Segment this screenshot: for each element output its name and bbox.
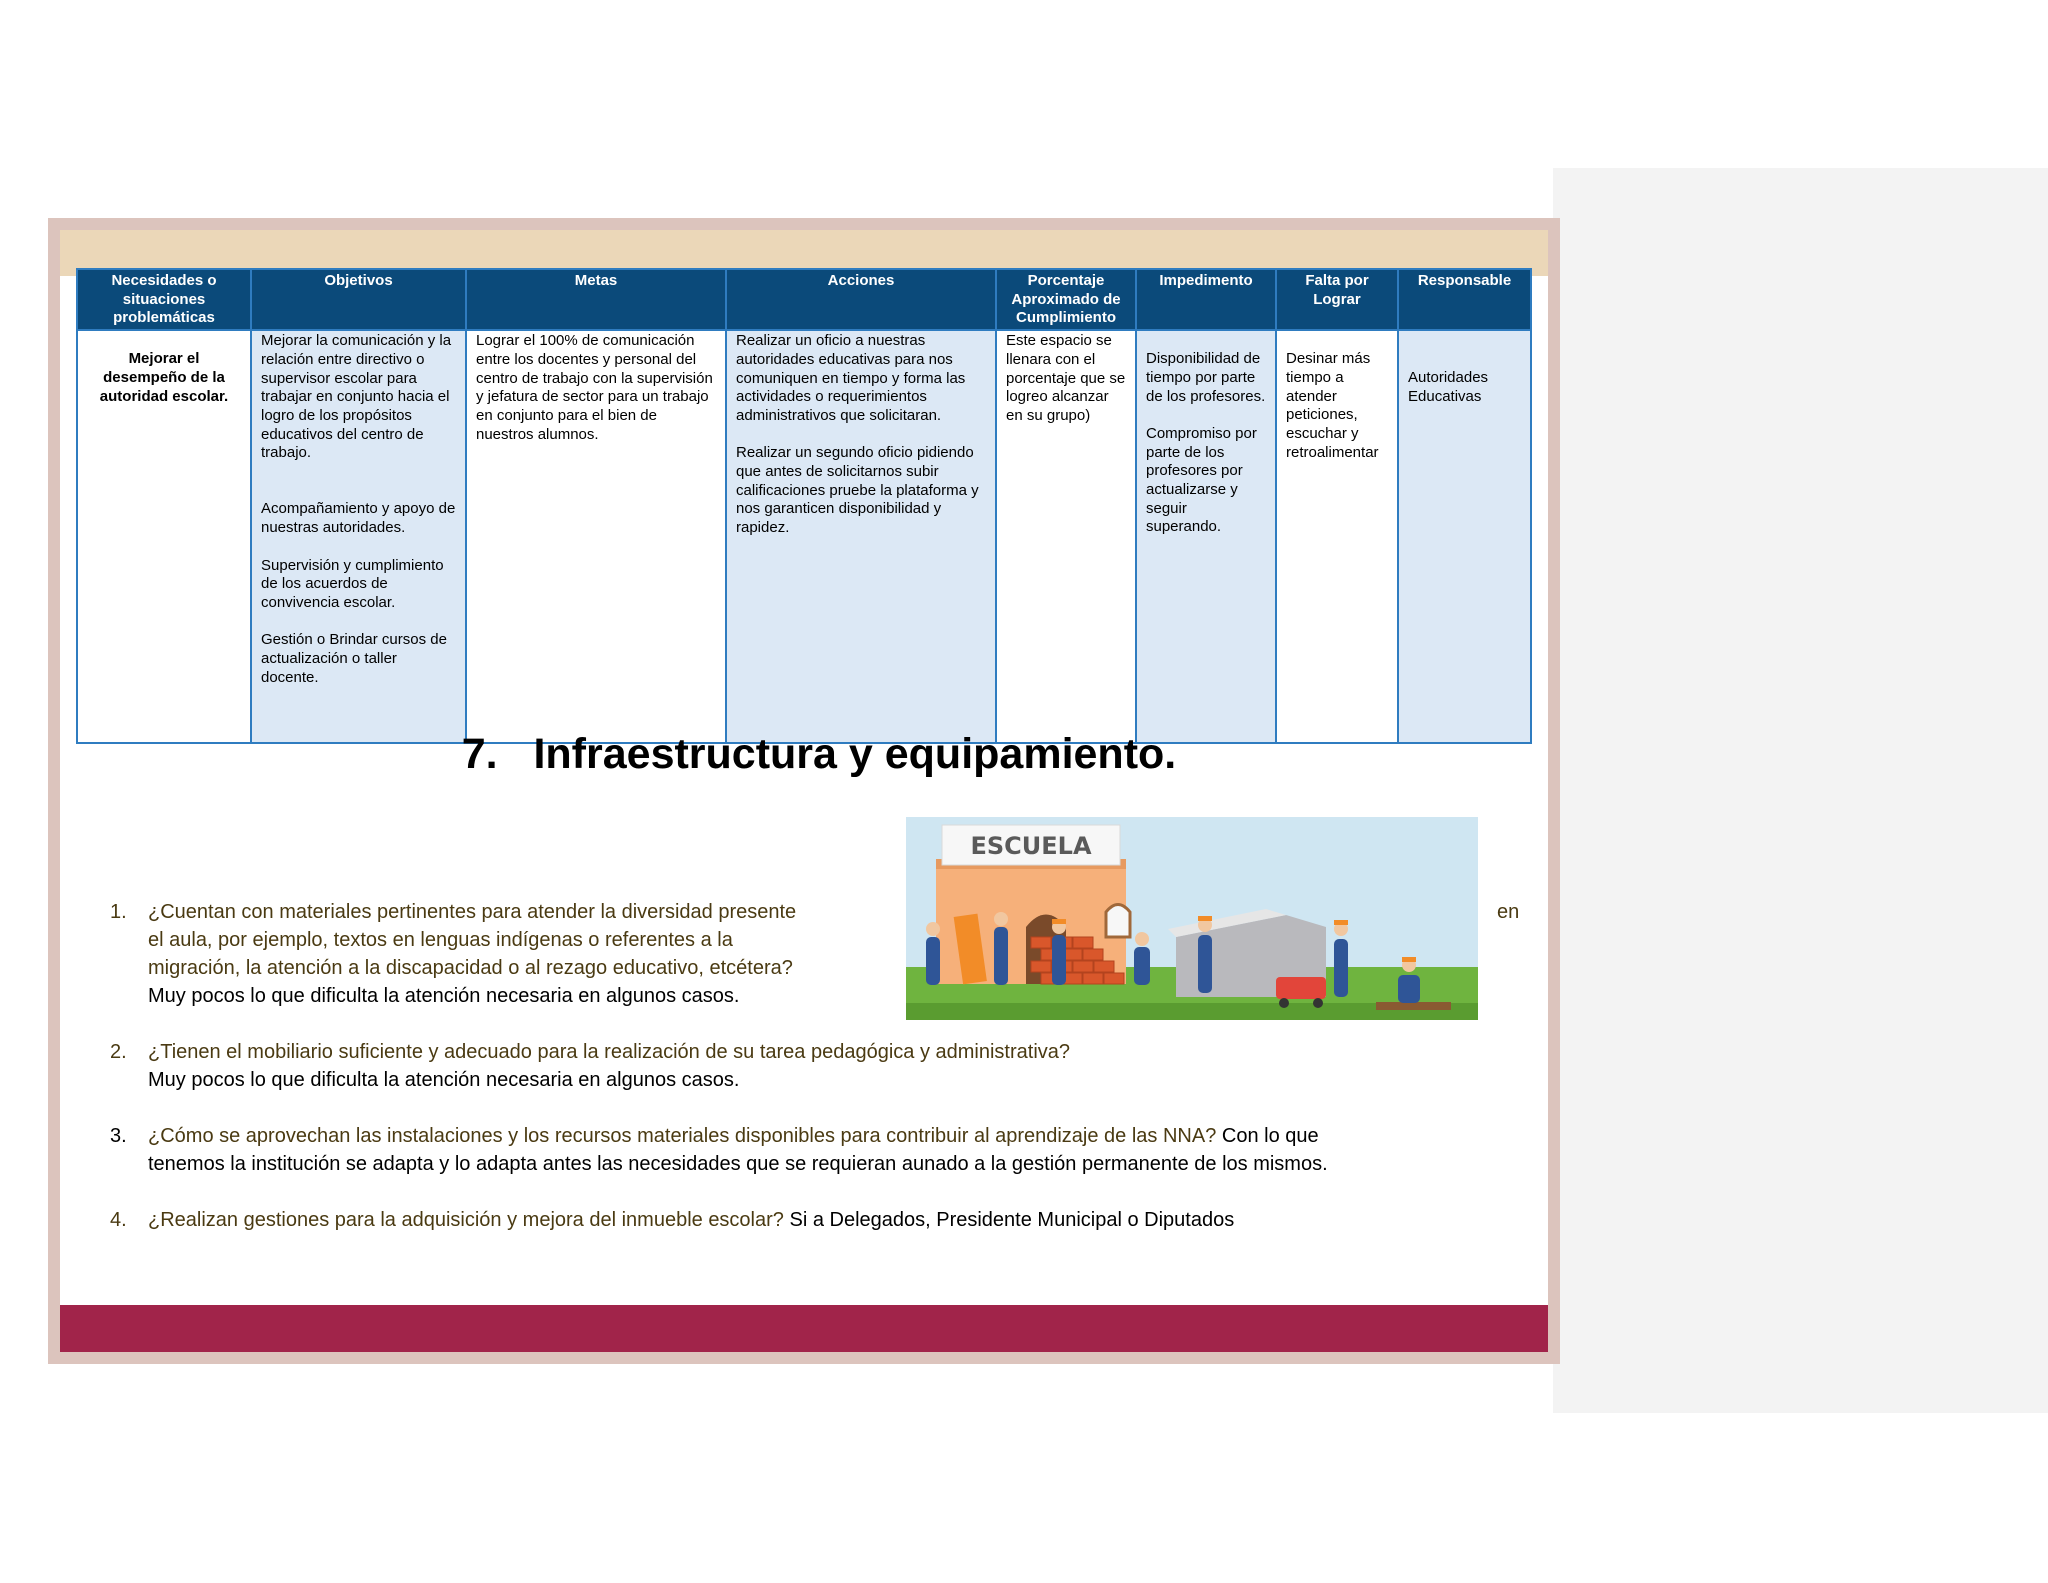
question-4-body: [148, 1206, 1234, 1234]
question-3-answer-inline: Con lo que: [1221, 1125, 1319, 1147]
question-4-text: ¿Realizan gestiones para la adquisición y mejora del inmueble escolar?: [148, 1209, 784, 1231]
slide: [60, 230, 1548, 1352]
cell-impedimento: Disponibilidad de tiempo por parte de los profesores. Compromiso por parte de los profesores por actualizarse y seguir superando.: [1136, 330, 1276, 743]
question-3-number: 3.: [110, 1125, 127, 1147]
cell-acciones: Realizar un oficio a nuestras autoridades educativas para nos comuniquen en tiempo y forma las actividades o requerimientos administrativos que solicitaran. Realizar un segundo oficio pidiendo que antes de solicitarnos subir calificaciones pruebe la plataforma y nos garanticen disponibilidad y rapidez.: [726, 330, 996, 743]
question-2-text: ¿Tienen el mobiliario suficiente y adecuado para la realización de su tarea pedagógica y administrativa?: [148, 1041, 1071, 1063]
header-metas: Metas: [466, 269, 726, 330]
question-1-number: 1.: [110, 901, 127, 923]
improvement-plan-table: [76, 268, 1532, 744]
header-necesidades: Necesidades o situaciones problemáticas: [77, 269, 251, 330]
cell-falta: Desinar más tiempo a atender peticiones, escuchar y retroalimentar: [1276, 330, 1398, 743]
question-2-number: 2.: [110, 1041, 127, 1063]
table-row: [77, 330, 1531, 743]
header-objetivos: Objetivos: [251, 269, 466, 330]
header-falta: Falta por Lograr: [1276, 269, 1398, 330]
question-2-body: [148, 1038, 1070, 1094]
question-3-body: [148, 1122, 1328, 1178]
cell-necesidad: Mejorar el desempeño de la autoridad escolar.: [77, 330, 251, 743]
question-2: [110, 1038, 1530, 1094]
question-1-body: [148, 898, 796, 1010]
question-1: [110, 898, 890, 1010]
header-responsable: Responsable: [1398, 269, 1531, 330]
cell-objetivos: Mejorar la comunicación y la relación entre directivo o supervisor escolar para trabajar en conjunto hacia el logro de los propósitos educativos del centro de trabajo. Acompañamiento y apoyo de nuestras autoridades. Supervisión y cumplimiento de los acuerdos de convivencia escolar. Gestión o Brindar cursos de actualización o taller docente.: [251, 330, 466, 743]
question-3-answer: tenemos la institución se adapta y lo adapta antes las necesidades que se requieran aunado a la gestión permanente de los mismos.: [148, 1153, 1328, 1175]
header-porcentaje: Porcentaje Aproximado de Cumplimiento: [996, 269, 1136, 330]
side-panel: [1553, 168, 2048, 1413]
question-3: [110, 1122, 1530, 1178]
bottom-band: [60, 1305, 1548, 1352]
cell-responsable: Autoridades Educativas: [1398, 330, 1531, 743]
school-construction-illustration: [906, 817, 1478, 1020]
question-3-text: ¿Cómo se aprovechan las instalaciones y los recursos materiales disponibles para contribuir al aprendizaje de las NNA?: [148, 1125, 1217, 1147]
question-1-trailing-word: en: [1497, 901, 1520, 923]
question-4: [110, 1206, 1530, 1234]
question-4-number: 4.: [110, 1209, 127, 1231]
cell-porcentaje: Este espacio se llenara con el porcentaje que se logreo alcanzar en su grupo): [996, 330, 1136, 743]
cell-metas: Lograr el 100% de comunicación entre los docentes y personal del centro de trabajo con la supervisión y jefatura de sector para un trabajo en conjunto para el bien de nuestros alumnos.: [466, 330, 726, 743]
question-1-answer: Muy pocos lo que dificulta la atención necesaria en algunos casos.: [148, 985, 740, 1007]
table-header-row: [77, 269, 1531, 330]
question-1-text: ¿Cuentan con materiales pertinentes para atender la diversidad presente el aula, por ejemplo, textos en lenguas indígenas o referentes a la migración, la atención a la discapacidad o al rezago educativo, etcétera?: [148, 901, 797, 979]
section-title: [60, 730, 1548, 779]
question-2-answer: Muy pocos lo que dificulta la atención necesaria en algunos casos.: [148, 1069, 740, 1091]
header-impedimento: Impedimento: [1136, 269, 1276, 330]
slide-frame: [48, 218, 1560, 1364]
question-4-answer-inline: Si a Delegados, Presidente Municipal o Diputados: [789, 1209, 1235, 1231]
section-title-text: Infraestructura y equipamiento.: [533, 730, 1177, 778]
section-number: 7.: [461, 730, 498, 778]
header-acciones: Acciones: [726, 269, 996, 330]
school-sign: ESCUELA: [970, 832, 1092, 860]
